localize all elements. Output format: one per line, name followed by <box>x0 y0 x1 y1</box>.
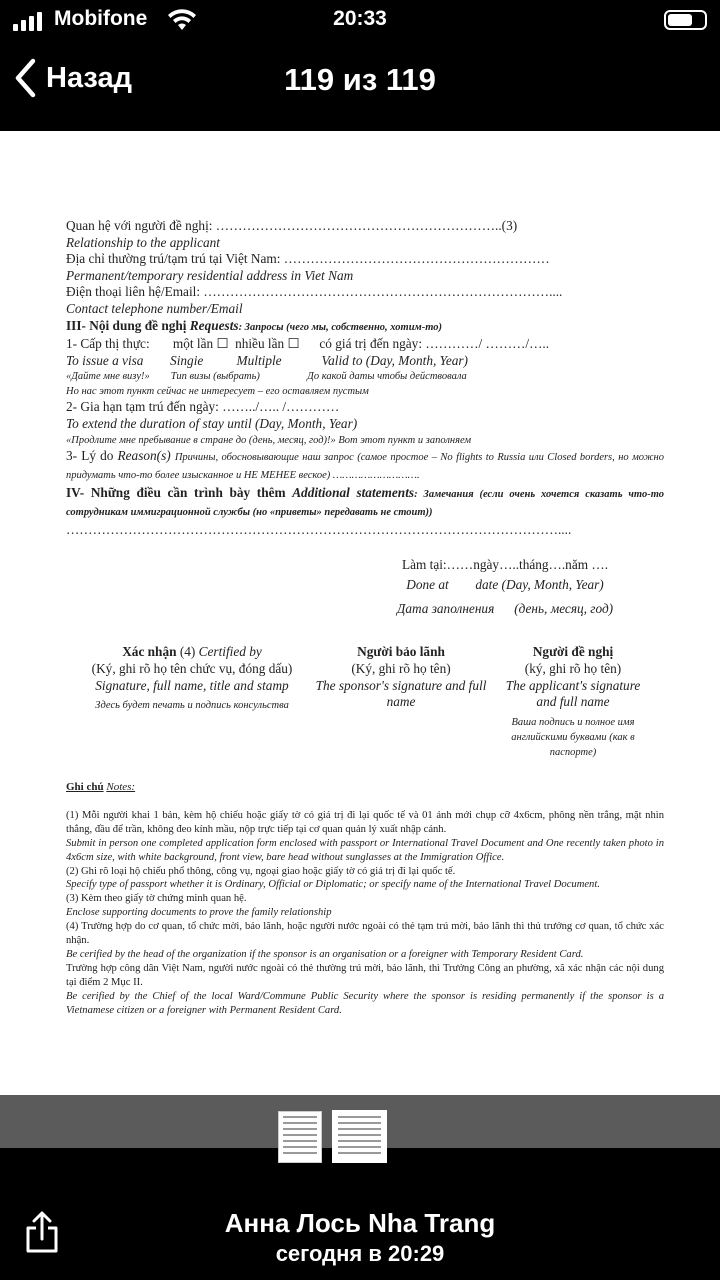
battery-icon <box>664 10 707 30</box>
note-paragraph: (1) Mỗi người khai 1 bản, kèm hộ chiếu hoặc giấy tờ có giá trị đi lại quốc tế và 01 ảnh mới chụp cỡ 4x6cm, phông nền trắng, mặt nhìn thẳng, đầu để trần, không đeo kính mầu, nộp trực tiếp tại cơ quan quản lý xuất nhập cảnh. <box>66 809 664 835</box>
section-4-heading: IV- Những điều cần trình bày thêm Additional statements: Замечания (если очень хочется сказать что-то сотрудникам иммиграционной службы (но «приветы» передавать не стоит)) <box>66 484 664 519</box>
notes-section: Ghi chú Notes: (1) Mỗi người khai 1 bản, kèm hộ chiếu hoặc giấy tờ có giá trị đi lại quốc tế và 01 ảnh mới chụp cỡ 4x6cm, phông nền trắng, mặt nhìn thẳng, đầu để trần, không đeo kính mầu, nộp trực tiếp tại cơ quan quản lý xuất nhập cảnh. Submit in person one completed application form enclosed with passport or International Travel Document and One recently taken photo in 4x6cm size, with white background, front view, bare head without sunglasses at the Immigration Office. (2) Ghi rõ loại hộ chiếu phổ thông, công vụ, ngoại giao hoặc giấy tờ có giá trị đi lại quốc tế. Specify type of passport whether it is Ordinary, Official or Diplomatic; or specify name of the International Travel Document. (3) Kèm theo giấy tờ chứng minh quan hệ. Enclose supporting documents to prove the family relationship (4) Trường hợp do cơ quan, tổ chức mời, bảo lãnh, hoặc người nước ngoài có thẻ tạm trú mời, bảo lãnh thì thủ trưởng cơ quan, tổ chức xác nhận. Be cerified by the head of the organization if the sponsor is an organisation or a foreigner with Temporary Resident Card. Trường hợp công dân Việt Nam, người nước ngoài có thẻ thường trú mời, bảo lãnh, thì Trưởng Công an phường, xã xác nhận các nội dung tại điểm 2 Mục II. Be cerified by the Chief of the local Ward/Commune Public Security where the sponsor is residing permanently if the sponsor is a Vietnamese citizen or a foreigner with Permanent Resident Card. <box>66 781 664 1016</box>
doc-line: ………………………………………………………………………………………………….... <box>66 521 572 537</box>
clock: 20:33 <box>333 7 387 30</box>
doc-line: Quan hệ với người đề nghị: ………………………………………………………..(3) <box>66 218 518 233</box>
carrier-name: Mobifone <box>54 7 148 30</box>
note-paragraph: Be cerified by the head of the organization if the sponsor is an organisation or a foreigner with Temporary Resident Card. <box>66 948 584 960</box>
reason-line: 3- Lý do Reason(s) Причины, обосновывающие наш запрос (самое простое – No flights to Russia или Closed borders, но можно придумать что-то более изысканное и НЕ МЕНЕЕ веское) ………………………. <box>66 447 664 482</box>
certified-by-block: Xác nhận (4) Certified by (Ký, ghi rõ họ tên chức vụ, đóng dấu) Signature, full name, title and stamp Здесь будет печать и подпись консульства <box>91 644 293 712</box>
nav-bar <box>0 40 720 130</box>
document-image[interactable] <box>0 131 720 1095</box>
sponsor-block: Người bảo lãnh (Ký, ghi rõ họ tên) The sponsor's signature and full name <box>315 644 487 710</box>
date-block: Làm tại:……ngày…..tháng….năm …. Done at date (Day, Month, Year) Дата заполнения (день, месяц, год) <box>396 557 614 616</box>
doc-line: Địa chỉ thường trú/tạm trú tại Việt Nam: …………………………………………………… <box>66 251 550 267</box>
doc-line: 2- Gia hạn tạm trú đến ngày: ……../….. /………… <box>66 399 340 415</box>
note-paragraph: Be cerified by the Chief of the local Ward/Commune Public Security where the sponsor is residing permanently if the sponsor is a Vietnamese citizen or a foreigner with Permanent Resident Card. <box>66 990 664 1016</box>
doc-line: «Дайте мне визу!» Тип визы (выбрать) До какой даты чтобы действовала <box>66 371 467 383</box>
back-label: Назад <box>46 61 132 94</box>
doc-line: To issue a visa Singie Multiple Valid to (Day, Month, Year) <box>66 352 468 368</box>
note-paragraph: Enclose supporting documents to prove the family relationship <box>66 907 332 919</box>
note-paragraph: Specify type of passport whether it is Ordinary, Official or Diplomatic; or specify name of the International Travel Document. <box>66 879 600 891</box>
bottom-bar <box>0 1148 720 1280</box>
request-section <box>66 218 664 539</box>
doc-line: Relationship to the applicant <box>66 234 221 250</box>
doc-line: Điện thoại liên hệ/Email: …………………………………………………………………….... <box>66 284 563 300</box>
note-paragraph: (2) Ghi rõ loại hộ chiếu phổ thông, công vụ, ngoại giao hoặc giấy tờ có giá trị đi lại quốc tế. <box>66 865 456 877</box>
doc-line: Permanent/temporary residential address in Viet Nam <box>66 267 354 283</box>
note-paragraph: (4) Trường hợp do cơ quan, tổ chức mời, bảo lãnh, hoặc người nước ngoài có thẻ tạm trú mời, bảo lãnh thì thủ trưởng cơ quan, tổ chức xác nhận. <box>66 921 664 947</box>
status-bar <box>0 0 720 40</box>
sender-name: Анна Лось Nha Trang <box>224 1208 496 1238</box>
applicant-block: Người đề nghị (ký, ghi rõ họ tên) The applicant's signature and full name Ваша подпись и полное имя английскими буквами (как в паспорте) <box>505 644 641 759</box>
doc-line: «Продлите мне пребывание в стране до (день, месяц, год)!» Вот этот пункт и заполняем <box>66 434 472 446</box>
note-paragraph: (3) Kèm theo giấy tờ chứng minh quan hệ. <box>66 893 247 905</box>
doc-line: To extend the duration of stay until (Day, Month, Year) <box>66 415 358 431</box>
photo-counter: 119 из 119 <box>284 62 436 97</box>
doc-line: Но нас этот пункт сейчас не интересует – его оставляем пустым <box>66 386 369 398</box>
doc-line: Contact telephone number/Email <box>66 300 243 316</box>
note-paragraph: Submit in person one completed application form enclosed with passport or International Travel Document and One recently taken photo in 4x6cm size, with white background, front view, bare head without sunglasses at the Immigration Office. <box>66 837 664 863</box>
section-3-heading: III- Nội dung đề nghị Requests: Запросы (чего мы, собственно, хотим-то) <box>66 317 443 333</box>
note-paragraph: Trường hợp công dân Việt Nam, người nước ngoài có thẻ thường trú mời, bảo lãnh, thì Trưởng Công an phường, xã xác nhận các nội dung tại điểm 2 Mục II. <box>66 962 664 988</box>
doc-line: 1- Cấp thị thực: một lần ☐ nhiều lần ☐ có giá trị đến ngày: …………/ ………/….. <box>66 336 550 352</box>
sent-time: сегодня в 20:29 <box>275 1241 445 1266</box>
